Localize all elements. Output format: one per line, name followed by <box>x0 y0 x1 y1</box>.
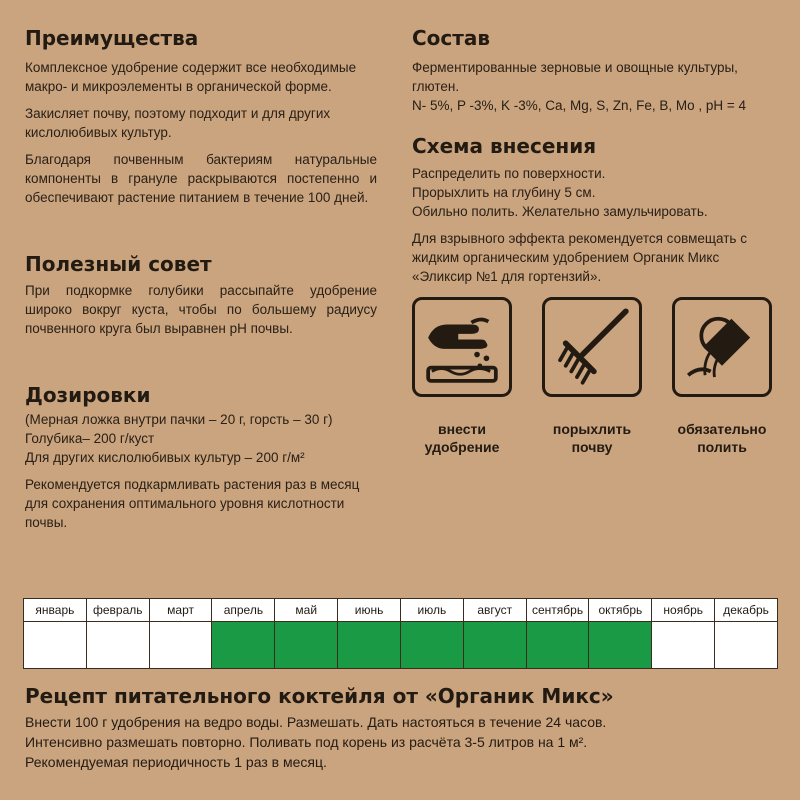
recipe-line3: Рекомендуемая периодичность 1 раз в месяц. <box>25 754 327 770</box>
composition-title: Состав <box>412 26 491 50</box>
month-cell-active <box>275 622 338 669</box>
composition-line2: N- 5%, P -3%, K -3%, Ca, Mg, S, Zn, Fe, B, Mo , pH = 4 <box>412 98 746 113</box>
scheme-line2: Прорыхлить на глубину 5 см. <box>412 185 596 200</box>
dosage-text <box>25 410 385 540</box>
month-cell <box>652 622 715 669</box>
month-label: октябрь <box>589 599 652 622</box>
month-cell <box>149 622 212 669</box>
watering-label: обязательно полить <box>677 421 767 455</box>
advantages-text <box>25 58 377 215</box>
month-label: август <box>463 599 526 622</box>
month-cell <box>715 622 778 669</box>
dosage-title: Дозировки <box>25 383 151 407</box>
month-cell <box>24 622 87 669</box>
rake-icon <box>542 297 642 397</box>
scheme-text <box>412 164 772 294</box>
month-label: апрель <box>212 599 275 622</box>
scheme-line3: Обильно полить. Желательно замульчировать. <box>412 204 708 219</box>
watering-icon <box>672 297 772 397</box>
advantages-p2: Закисляет почву, поэтому подходит и для других кислолюбивых культур. <box>25 106 331 140</box>
month-label: февраль <box>86 599 149 622</box>
tip-title: Полезный совет <box>25 252 212 276</box>
composition-text <box>412 58 772 123</box>
calendar-marks-row <box>24 622 778 669</box>
scheme-line1: Распределить по поверхности. <box>412 166 606 181</box>
dosage-line2: Голубика– 200 г/куст <box>25 431 155 446</box>
tip-text: При подкормке голубики рассыпайте удобрение широко вокруг куста, чтобы по большему радиусу почвенного круга был выравнен pH почвы. <box>25 283 377 336</box>
dosage-line1: (Мерная ложка внутри пачки – 20 г, горсть – 30 г) <box>25 412 333 427</box>
month-label: январь <box>24 599 87 622</box>
recipe-line2: Интенсивно размешать повторно. Поливать под корень из расчёта 3-5 литров на 1 м². <box>25 734 588 750</box>
advantages-p3: Благодаря почвенным бактериям натуральные компоненты в грануле раскрываются постепенно и обеспечивают растение питанием в течение 100 дней. <box>25 152 377 205</box>
dosage-note: Рекомендуется подкармливать растения раз в месяц для сохранения оптимального уровня кислотности почвы. <box>25 477 360 530</box>
rake-label: порыхлить почву <box>552 421 632 455</box>
advantages-p1: Комплексное удобрение содержит все необходимые макро- и микроэлементы в органической форме. <box>25 60 357 94</box>
application-calendar <box>23 598 778 669</box>
composition-line1: Ферментированные зерновые и овощные культуры, глютен. <box>412 60 738 94</box>
month-label: ноябрь <box>652 599 715 622</box>
recipe-text <box>25 712 785 772</box>
month-label: сентябрь <box>526 599 589 622</box>
scheme-title: Схема внесения <box>412 134 597 158</box>
month-cell <box>86 622 149 669</box>
recipe-title: Рецепт питательного коктейля от «Органик Микс» <box>25 684 614 708</box>
advantages-title: Преимущества <box>25 26 199 50</box>
month-cell-active <box>212 622 275 669</box>
month-cell-active <box>338 622 401 669</box>
dosage-line3: Для других кислолюбивых культур – 200 г/м² <box>25 450 305 465</box>
scheme-note: Для взрывного эффекта рекомендуется совмещать с жидким органическим удобрением Органик Микс «Эликсир №1 для гортензий». <box>412 231 747 284</box>
month-label: май <box>275 599 338 622</box>
month-label: июль <box>400 599 463 622</box>
month-label: декабрь <box>715 599 778 622</box>
month-cell-active <box>463 622 526 669</box>
month-label: март <box>149 599 212 622</box>
month-cell-active <box>400 622 463 669</box>
month-cell-active <box>589 622 652 669</box>
month-label: июнь <box>338 599 401 622</box>
month-cell-active <box>526 622 589 669</box>
fertilize-icon <box>412 297 512 397</box>
fertilize-label: внести удобрение <box>424 421 500 455</box>
application-icons <box>412 297 772 457</box>
calendar-months-row <box>24 599 778 622</box>
recipe-line1: Внести 100 г удобрения на ведро воды. Размешать. Дать настояться в течение 24 часов. <box>25 714 607 730</box>
